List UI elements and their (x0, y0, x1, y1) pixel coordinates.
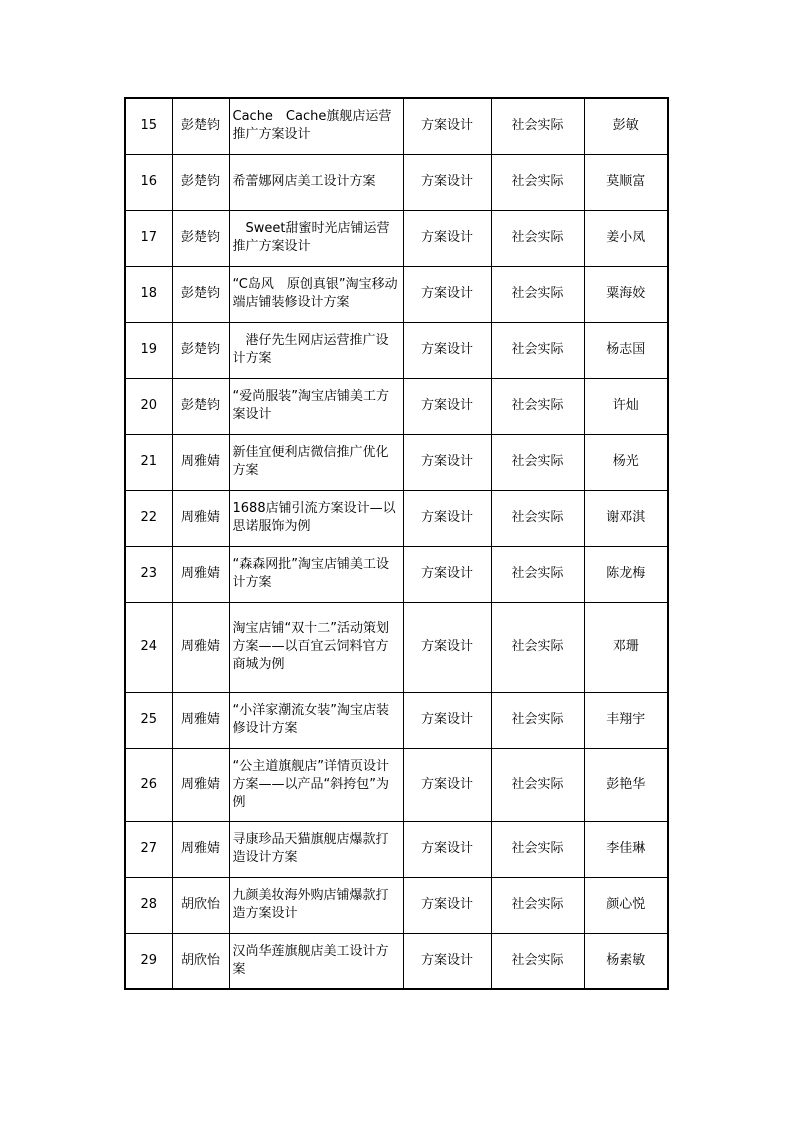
topic-title: Cache Cache旗舰店运营推广方案设计 (229, 98, 403, 154)
topic-source: 社会实际 (491, 378, 584, 434)
table-row (125, 266, 668, 322)
topic-title: “小洋家潮流女装”淘宝店装修设计方案 (229, 692, 403, 748)
row-number: 22 (125, 490, 172, 546)
student-name: 杨素敏 (584, 933, 668, 989)
thesis-topic-table (124, 97, 669, 990)
advisor-name: 周雅婧 (172, 821, 229, 877)
student-name: 谢邓淇 (584, 490, 668, 546)
topic-source: 社会实际 (491, 210, 584, 266)
advisor-name: 周雅婧 (172, 602, 229, 692)
topic-source: 社会实际 (491, 266, 584, 322)
student-name: 杨光 (584, 434, 668, 490)
topic-type: 方案设计 (403, 748, 491, 821)
topic-title: 淘宝店铺“双十二”活动策划方案——以百宜云饲料官方商城为例 (229, 602, 403, 692)
student-name: 陈龙梅 (584, 546, 668, 602)
table-row (125, 546, 668, 602)
topic-source: 社会实际 (491, 154, 584, 210)
advisor-name: 彭楚钧 (172, 266, 229, 322)
student-name: 姜小凤 (584, 210, 668, 266)
row-number: 29 (125, 933, 172, 989)
topic-title: 希蕾娜网店美工设计方案 (229, 154, 403, 210)
topic-type: 方案设计 (403, 877, 491, 933)
topic-type: 方案设计 (403, 210, 491, 266)
row-number: 18 (125, 266, 172, 322)
topic-type: 方案设计 (403, 154, 491, 210)
student-name: 粟海姣 (584, 266, 668, 322)
row-number: 23 (125, 546, 172, 602)
advisor-name: 周雅婧 (172, 692, 229, 748)
topic-type: 方案设计 (403, 266, 491, 322)
table-row (125, 378, 668, 434)
advisor-name: 彭楚钧 (172, 378, 229, 434)
advisor-name: 彭楚钧 (172, 322, 229, 378)
topic-title: 九颜美妆海外购店铺爆款打造方案设计 (229, 877, 403, 933)
advisor-name: 周雅婧 (172, 434, 229, 490)
student-name: 许灿 (584, 378, 668, 434)
advisor-name: 彭楚钧 (172, 154, 229, 210)
advisor-name: 彭楚钧 (172, 98, 229, 154)
topic-type: 方案设计 (403, 692, 491, 748)
topic-title: “森森网批”淘宝店铺美工设计方案 (229, 546, 403, 602)
table-row (125, 602, 668, 692)
student-name: 丰翔宇 (584, 692, 668, 748)
row-number: 27 (125, 821, 172, 877)
topic-title: 新佳宜便利店微信推广优化方案 (229, 434, 403, 490)
row-number: 25 (125, 692, 172, 748)
topic-title: 港仔先生网店运营推广设计方案 (229, 322, 403, 378)
student-name: 颜心悦 (584, 877, 668, 933)
student-name: 彭敏 (584, 98, 668, 154)
row-number: 26 (125, 748, 172, 821)
table-row (125, 490, 668, 546)
row-number: 16 (125, 154, 172, 210)
topic-source: 社会实际 (491, 490, 584, 546)
topic-type: 方案设计 (403, 490, 491, 546)
topic-title: “公主道旗舰店”详情页设计方案——以产品“斜挎包”为例 (229, 748, 403, 821)
topic-source: 社会实际 (491, 692, 584, 748)
topic-type: 方案设计 (403, 434, 491, 490)
advisor-name: 彭楚钧 (172, 210, 229, 266)
topic-type: 方案设计 (403, 322, 491, 378)
table-row (125, 877, 668, 933)
topic-title: 1688店铺引流方案设计—以思诺服饰为例 (229, 490, 403, 546)
table-row (125, 692, 668, 748)
advisor-name: 胡欣怡 (172, 933, 229, 989)
student-name: 莫顺富 (584, 154, 668, 210)
topic-title: 寻康珍品天猫旗舰店爆款打造设计方案 (229, 821, 403, 877)
row-number: 28 (125, 877, 172, 933)
table-row (125, 933, 668, 989)
topic-type: 方案设计 (403, 98, 491, 154)
topic-source: 社会实际 (491, 877, 584, 933)
advisor-name: 周雅婧 (172, 748, 229, 821)
student-name: 李佳琳 (584, 821, 668, 877)
topic-type: 方案设计 (403, 546, 491, 602)
table-row (125, 154, 668, 210)
topic-type: 方案设计 (403, 378, 491, 434)
topic-source: 社会实际 (491, 933, 584, 989)
topic-source: 社会实际 (491, 434, 584, 490)
advisor-name: 胡欣怡 (172, 877, 229, 933)
topic-type: 方案设计 (403, 933, 491, 989)
table-row (125, 748, 668, 821)
topic-type: 方案设计 (403, 602, 491, 692)
topic-source: 社会实际 (491, 98, 584, 154)
topic-title: 汉尚华莲旗舰店美工设计方案 (229, 933, 403, 989)
topic-source: 社会实际 (491, 602, 584, 692)
topic-source: 社会实际 (491, 748, 584, 821)
row-number: 24 (125, 602, 172, 692)
row-number: 15 (125, 98, 172, 154)
table-row (125, 322, 668, 378)
table-row (125, 210, 668, 266)
row-number: 19 (125, 322, 172, 378)
table-row (125, 821, 668, 877)
row-number: 17 (125, 210, 172, 266)
topic-title: “C岛风 原创真银”淘宝移动端店铺装修设计方案 (229, 266, 403, 322)
table-row (125, 98, 668, 154)
row-number: 20 (125, 378, 172, 434)
student-name: 邓珊 (584, 602, 668, 692)
table-row (125, 434, 668, 490)
topic-type: 方案设计 (403, 821, 491, 877)
student-name: 杨志国 (584, 322, 668, 378)
topic-title: Sweet甜蜜时光店铺运营推广方案设计 (229, 210, 403, 266)
advisor-name: 周雅婧 (172, 546, 229, 602)
topic-source: 社会实际 (491, 322, 584, 378)
student-name: 彭艳华 (584, 748, 668, 821)
topic-title: “爱尚服装”淘宝店铺美工方案设计 (229, 378, 403, 434)
topic-source: 社会实际 (491, 546, 584, 602)
advisor-name: 周雅婧 (172, 490, 229, 546)
row-number: 21 (125, 434, 172, 490)
table-body (125, 98, 668, 989)
topic-source: 社会实际 (491, 821, 584, 877)
